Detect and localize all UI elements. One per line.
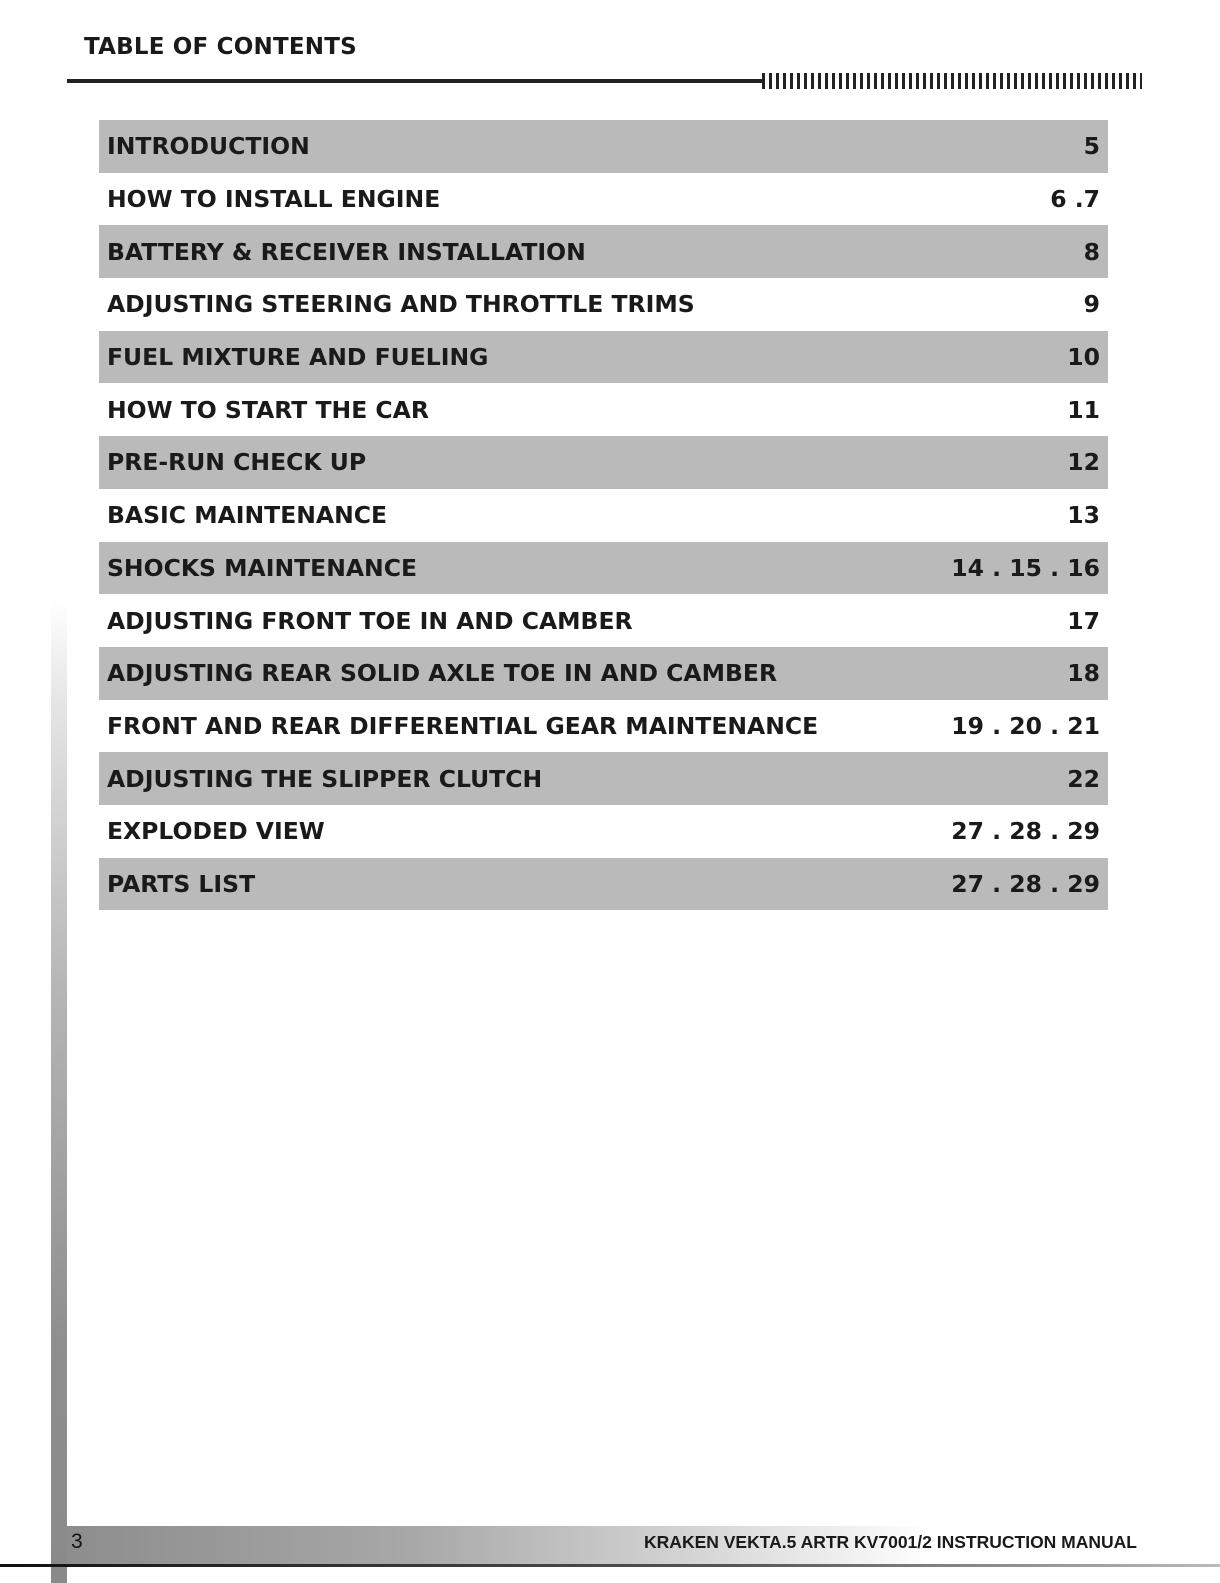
toc-row-pre-run-check	[99, 436, 1108, 489]
toc-row-fuel-mixture	[99, 331, 1108, 384]
toc-row-differential-gear	[99, 700, 1108, 753]
toc-label: FUEL MIXTURE AND FUELING	[107, 343, 489, 372]
page-title: TABLE OF CONTENTS	[84, 34, 357, 60]
toc-page: 11	[1067, 395, 1100, 424]
toc-row-start-car	[99, 383, 1108, 436]
toc-row-slipper-clutch	[99, 752, 1108, 805]
manual-title: KRAKEN VEKTA.5 ARTR KV7001/2 INSTRUCTION MANUAL	[644, 1532, 1137, 1552]
toc-page: 19 . 20 . 21	[951, 711, 1100, 740]
toc-label: EXPLODED VIEW	[107, 817, 325, 846]
toc-row-rear-axle-toe-camber	[99, 647, 1108, 700]
toc-page: 14 . 15 . 16	[951, 553, 1100, 582]
page-number: 3	[71, 1530, 83, 1553]
toc-page: 13	[1067, 501, 1100, 530]
toc-row-shocks-maintenance	[99, 542, 1108, 595]
toc-row-battery-receiver	[99, 225, 1108, 278]
toc-page: 8	[1083, 237, 1100, 266]
bottom-rule	[0, 1564, 1220, 1567]
toc-page: 9	[1083, 290, 1100, 319]
header-rule	[67, 79, 762, 83]
toc-label: ADJUSTING REAR SOLID AXLE TOE IN AND CAMBER	[107, 659, 778, 688]
toc-row-exploded-view	[99, 805, 1108, 858]
header-tick-ornament	[762, 73, 1142, 89]
toc-label: ADJUSTING FRONT TOE IN AND CAMBER	[107, 606, 633, 635]
toc-label: ADJUSTING THE SLIPPER CLUTCH	[107, 764, 543, 793]
side-gradient-bar	[51, 600, 67, 1583]
toc-row-steering-trims	[99, 278, 1108, 331]
toc-label: SHOCKS MAINTENANCE	[107, 553, 418, 582]
table-of-contents	[99, 120, 1108, 910]
toc-page: 27 . 28 . 29	[951, 869, 1100, 898]
toc-page: 10	[1067, 343, 1100, 372]
toc-page: 22	[1067, 764, 1100, 793]
toc-label: HOW TO START THE CAR	[107, 395, 429, 424]
toc-label: PRE-RUN CHECK UP	[107, 448, 367, 477]
toc-row-parts-list	[99, 858, 1108, 911]
toc-label: INTRODUCTION	[107, 132, 310, 161]
toc-page: 18	[1067, 659, 1100, 688]
toc-label: BATTERY & RECEIVER INSTALLATION	[107, 237, 586, 266]
toc-label: FRONT AND REAR DIFFERENTIAL GEAR MAINTENANCE	[107, 711, 819, 740]
toc-page: 17	[1067, 606, 1100, 635]
toc-label: ADJUSTING STEERING AND THROTTLE TRIMS	[107, 290, 695, 319]
toc-label: PARTS LIST	[107, 869, 256, 898]
toc-page: 5	[1083, 132, 1100, 161]
toc-page: 6 .7	[1050, 185, 1100, 214]
toc-page: 12	[1067, 448, 1100, 477]
toc-page: 27 . 28 . 29	[951, 817, 1100, 846]
toc-row-introduction	[99, 120, 1108, 173]
toc-row-basic-maintenance	[99, 489, 1108, 542]
toc-label: BASIC MAINTENANCE	[107, 501, 388, 530]
toc-row-install-engine	[99, 173, 1108, 226]
toc-label: HOW TO INSTALL ENGINE	[107, 185, 441, 214]
toc-row-front-toe-camber	[99, 594, 1108, 647]
